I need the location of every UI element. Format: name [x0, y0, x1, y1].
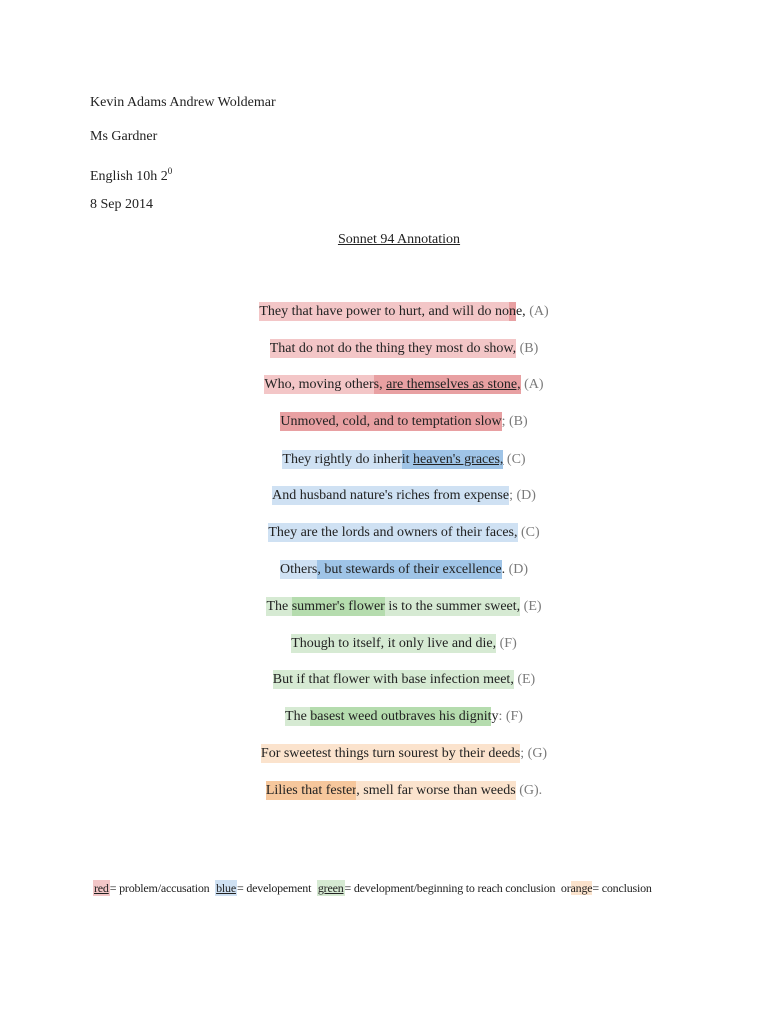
line-text: e, — [515, 304, 526, 319]
highlight-resolution: Though to itself, it only live and die, — [291, 636, 497, 651]
poem-line-2 — [0, 338, 768, 360]
highlight-development-underlined: heaven's graces, — [413, 452, 504, 467]
rhyme-label: (A) — [525, 304, 549, 319]
highlight-problem: Who, moving other — [264, 377, 374, 392]
poem-line-12 — [0, 706, 768, 728]
highlight-development: They are the lords and owners of their faces, — [268, 525, 518, 540]
document-title: Sonnet 94 Annotation — [337, 232, 461, 247]
poem-line-8 — [0, 559, 768, 581]
legend-green-key: green — [317, 881, 344, 895]
color-legend — [93, 879, 652, 897]
rhyme-label: (B) — [516, 341, 539, 356]
highlight-problem: That do not do the thing they most do show, — [269, 341, 517, 356]
highlight-problem-strong: n — [508, 304, 516, 319]
legend-blue-key: blue — [216, 881, 236, 895]
rhyme-label: (G). — [515, 783, 543, 798]
poem-line-13 — [0, 743, 768, 765]
poem-line-10 — [0, 633, 768, 655]
legend-orange-prefix: or — [560, 881, 571, 895]
highlight-problem-strong-underlined: are themselves as stone, — [386, 377, 521, 392]
highlight-development: And husband nature's riches from expense — [272, 488, 510, 503]
highlight-resolution: is to the summer sweet, — [384, 599, 521, 614]
rhyme-label: (C) — [517, 525, 540, 540]
poem-line-7 — [0, 522, 768, 544]
legend-green-desc: = development/beginning to reach conclusion — [344, 881, 556, 895]
rhyme-label: (D) — [505, 562, 529, 577]
poem-line-6 — [0, 485, 768, 507]
class-superscript: 0 — [167, 166, 173, 176]
legend-red-desc: = problem/accusation — [109, 881, 210, 895]
legend-orange-key: ange — [570, 881, 593, 895]
highlight-resolution-strong: summer's flower — [291, 599, 385, 614]
rhyme-label: ; (D) — [509, 488, 536, 503]
rhyme-label: (E) — [513, 672, 536, 687]
highlight-conclusion-strong: Lilies that fester — [265, 783, 357, 798]
poem-line-4 — [0, 411, 768, 433]
poem-line-3 — [0, 374, 768, 396]
legend-red-key: red — [94, 881, 109, 895]
teacher-name: Ms Gardner — [90, 129, 158, 144]
line-text: y — [491, 709, 499, 724]
highlight-conclusion: , smell far worse than weeds — [356, 783, 516, 798]
poem-line-5 — [0, 449, 768, 471]
rhyme-label: ; (G) — [520, 746, 548, 761]
highlight-resolution: But if that flower with base infection meet, — [272, 672, 514, 687]
highlight-development: Others — [279, 562, 318, 577]
rhyme-label: (C) — [503, 452, 526, 467]
highlight-resolution: The — [285, 709, 311, 724]
highlight-development-strong: , but stewards of their excellence — [317, 562, 502, 577]
rhyme-label: (E) — [520, 599, 542, 614]
highlight-problem-strong: s, — [373, 377, 387, 392]
author-names: Kevin Adams Andrew Woldemar — [90, 95, 276, 110]
poem-line-11 — [0, 669, 768, 691]
date: 8 Sep 2014 — [90, 197, 153, 212]
rhyme-label: : (F) — [498, 709, 523, 724]
legend-orange-desc: = conclusion — [592, 881, 652, 895]
poem-line-14 — [0, 780, 768, 802]
rhyme-label: (A) — [520, 377, 544, 392]
highlight-resolution: The — [266, 599, 292, 614]
highlight-development: They rightly do inher — [282, 452, 402, 467]
legend-blue-desc: = developement — [236, 881, 312, 895]
highlight-resolution-strong: basest weed outbraves his dignit — [310, 709, 492, 724]
class-name — [90, 162, 172, 186]
class-label: English 10h 2 — [90, 169, 168, 184]
poem-line-9 — [0, 596, 768, 618]
highlight-problem-strong: Unmoved, cold, and to temptation slow — [280, 414, 502, 429]
highlight-conclusion: For sweetest things turn sourest by their deeds — [260, 746, 521, 761]
poem-line-1 — [0, 301, 768, 323]
rhyme-label: ; (B) — [501, 414, 528, 429]
rhyme-label: (F) — [496, 636, 517, 651]
line-text: . — [501, 562, 506, 577]
highlight-development-strong: it — [401, 452, 414, 467]
highlight-problem: They that have power to hurt, and will do no — [259, 304, 509, 319]
